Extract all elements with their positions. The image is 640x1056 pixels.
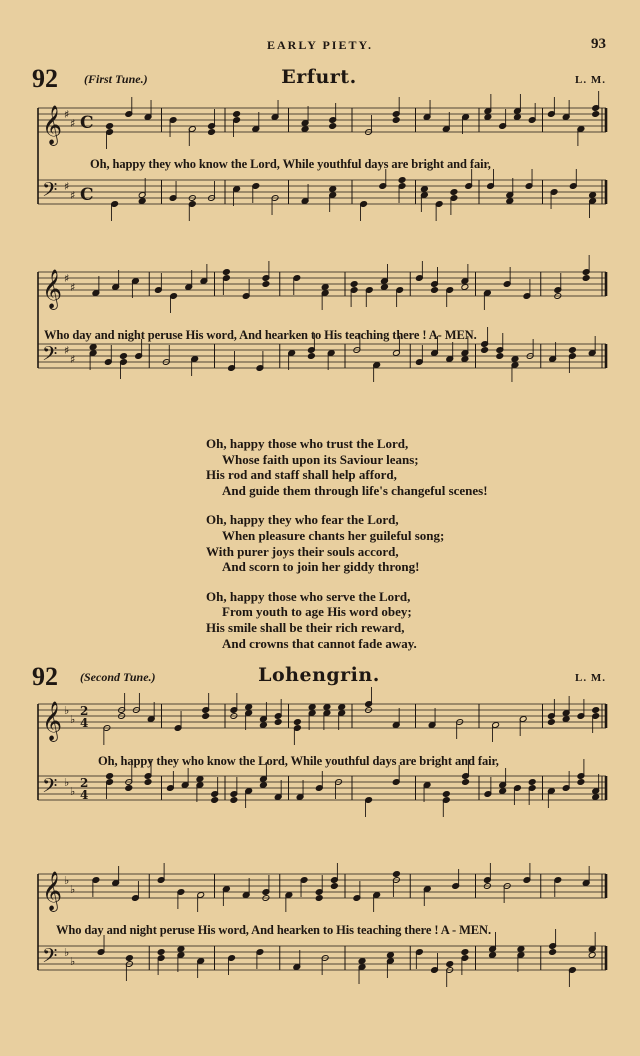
note-head-icon: [386, 952, 394, 959]
note-head-icon: [592, 794, 600, 801]
note-head-icon: [392, 117, 400, 124]
key-signature-icon: ♯: [64, 272, 70, 285]
note-head-icon: [274, 719, 282, 726]
note-head-icon: [202, 713, 210, 720]
note-head-icon: [358, 958, 366, 965]
note-head-icon: [582, 275, 590, 282]
note-head-icon: [245, 704, 253, 711]
key-signature-icon: ♭: [64, 874, 70, 887]
key-signature-icon: ♯: [70, 117, 76, 130]
note-head-icon: [230, 797, 238, 804]
verse-line: Oh, happy those who trust the Lord,: [206, 436, 409, 451]
key-signature-icon: ♭: [70, 955, 76, 968]
bass-clef-icon: 𝄢: [42, 774, 58, 802]
note-head-icon: [461, 949, 469, 956]
key-signature-icon: ♯: [70, 281, 76, 294]
treble-clef-icon: 𝄞: [42, 871, 63, 911]
note-head-icon: [106, 773, 114, 780]
verse-line: Oh, happy those who serve the Lord,: [206, 588, 411, 604]
verse-line: And crowns that cannot fade away.: [222, 635, 417, 651]
key-signature-icon: ♭: [70, 713, 76, 726]
bass-clef-icon: 𝄢: [42, 944, 58, 972]
time-signature: 4: [80, 716, 89, 730]
note-head-icon: [513, 114, 521, 121]
verse-line: His smile shall be their rich reward,: [206, 619, 405, 635]
key-signature-icon: ♭: [70, 785, 76, 798]
note-head-icon: [350, 281, 358, 288]
note-head-icon: [442, 791, 450, 798]
note-head-icon: [211, 797, 219, 804]
note-head-icon: [506, 198, 514, 205]
note-head-icon: [208, 129, 216, 136]
bass-clef-icon: 𝄢: [42, 178, 58, 206]
note-head-icon: [144, 779, 152, 786]
verse-line: Oh, happy they who fear the Lord,: [206, 512, 399, 528]
verse-line: And guide them through life's changeful scenes!: [222, 482, 488, 498]
note-head-icon: [547, 719, 555, 726]
treble-clef-icon: 𝄞: [42, 269, 63, 309]
note-head-icon: [446, 961, 454, 968]
hymn-number: 92: [32, 64, 58, 93]
note-head-icon: [398, 177, 406, 184]
note-head-icon: [338, 704, 346, 711]
meter: L. M.: [575, 74, 606, 86]
treble-clef-icon: 𝄞: [42, 701, 63, 741]
note-head-icon: [330, 883, 338, 890]
time-signature: 2: [80, 776, 89, 790]
bass-clef-icon: 𝄢: [42, 342, 58, 370]
note-head-icon: [461, 356, 469, 363]
lyric-line: Who day and night peruse His word, And hearken to His teaching there ! A - MEN.: [56, 923, 491, 937]
stanza: [206, 436, 606, 498]
note-head-icon: [119, 353, 127, 360]
note-head-icon: [106, 123, 114, 130]
time-signature: 4: [80, 788, 89, 802]
note-head-icon: [431, 287, 439, 294]
note-head-icon: [307, 353, 315, 360]
hymn-heading-first-tune: [32, 64, 606, 96]
note-head-icon: [562, 716, 570, 723]
tune-name: Lohengrin.: [258, 664, 380, 686]
note-head-icon: [233, 111, 241, 118]
note-head-icon: [511, 356, 519, 363]
treble-clef-icon: 𝄞: [42, 105, 63, 145]
note-head-icon: [315, 895, 323, 902]
music-system-3: [0, 696, 640, 846]
verse-line: His rod and staff shall help afford,: [206, 467, 397, 483]
note-head-icon: [592, 707, 600, 714]
note-head-icon: [259, 782, 267, 789]
verse-line: When pleasure chants her guileful song;: [222, 527, 445, 543]
note-head-icon: [196, 776, 204, 783]
note-head-icon: [293, 719, 301, 726]
key-signature-icon: ♭: [64, 946, 70, 959]
note-head-icon: [329, 123, 337, 130]
key-signature-icon: ♯: [70, 353, 76, 366]
note-head-icon: [380, 284, 388, 291]
key-signature-icon: ♭: [70, 883, 76, 896]
key-signature-icon: ♯: [64, 180, 70, 193]
note-head-icon: [528, 779, 536, 786]
note-head-icon: [577, 779, 585, 786]
note-head-icon: [517, 946, 525, 953]
lyric-line: Who day and night peruse His word, And hearken to His teaching there ! A- MEN.: [44, 328, 477, 342]
note-head-icon: [462, 779, 470, 786]
page-number: 93: [591, 36, 606, 52]
note-head-icon: [125, 955, 133, 962]
verse-line: Whose faith upon its Saviour leans;: [222, 451, 419, 467]
key-signature-icon: ♭: [64, 776, 70, 789]
note-head-icon: [89, 344, 97, 351]
tune-name: Erfurt.: [281, 66, 357, 88]
note-head-icon: [222, 269, 230, 276]
key-signature-icon: ♯: [70, 189, 76, 202]
note-head-icon: [589, 192, 597, 199]
note-head-icon: [329, 186, 337, 193]
note-head-icon: [588, 952, 596, 959]
note-head-icon: [323, 704, 331, 711]
note-head-icon: [157, 949, 165, 956]
key-signature-icon: ♯: [64, 108, 70, 121]
note-head-icon: [450, 189, 458, 196]
note-head-icon: [481, 347, 489, 354]
note-head-icon: [301, 126, 309, 133]
note-head-icon: [308, 704, 316, 711]
time-signature: C: [80, 185, 94, 205]
verse-line: From youth to age His word obey;: [222, 604, 412, 620]
note-head-icon: [484, 114, 492, 121]
note-head-icon: [420, 186, 428, 193]
note-head-icon: [499, 788, 507, 795]
note-head-icon: [461, 284, 469, 291]
stanza: [206, 589, 606, 651]
stanza: [206, 512, 606, 574]
music-system-1: [0, 100, 640, 250]
note-head-icon: [138, 198, 146, 205]
note-head-icon: [496, 353, 504, 360]
note-head-icon: [321, 284, 329, 291]
note-head-icon: [549, 949, 557, 956]
note-head-icon: [392, 871, 400, 878]
note-head-icon: [262, 281, 270, 288]
note-head-icon: [489, 952, 497, 959]
verse-line: With purer joys their souls accord,: [206, 543, 399, 559]
hymn-stanzas: [206, 436, 606, 665]
hymn-heading-second-tune: [32, 662, 606, 694]
note-head-icon: [259, 722, 267, 729]
note-head-icon: [177, 946, 185, 953]
time-signature: 2: [80, 704, 89, 718]
note-head-icon: [592, 111, 600, 118]
lyric-line: Oh, happy they who know the Lord, While youthful days are bright and fair,: [98, 754, 499, 768]
tune-label: (First Tune.): [84, 72, 148, 86]
note-head-icon: [568, 347, 576, 354]
running-title: EARLY PIETY.: [266, 38, 374, 52]
lyric-line: Oh, happy they who know the Lord, While youthful days are bright and fair,: [90, 157, 491, 171]
music-system-4: [0, 866, 640, 1016]
note-head-icon: [125, 785, 133, 792]
verse-line: And scorn to join her giddy throng!: [222, 559, 420, 575]
key-signature-icon: ♯: [64, 344, 70, 357]
hymn-number: 92: [32, 662, 58, 691]
meter: L. M.: [575, 672, 606, 684]
key-signature-icon: ♭: [64, 704, 70, 717]
tune-label: (Second Tune.): [80, 670, 156, 684]
time-signature: C: [80, 113, 94, 133]
